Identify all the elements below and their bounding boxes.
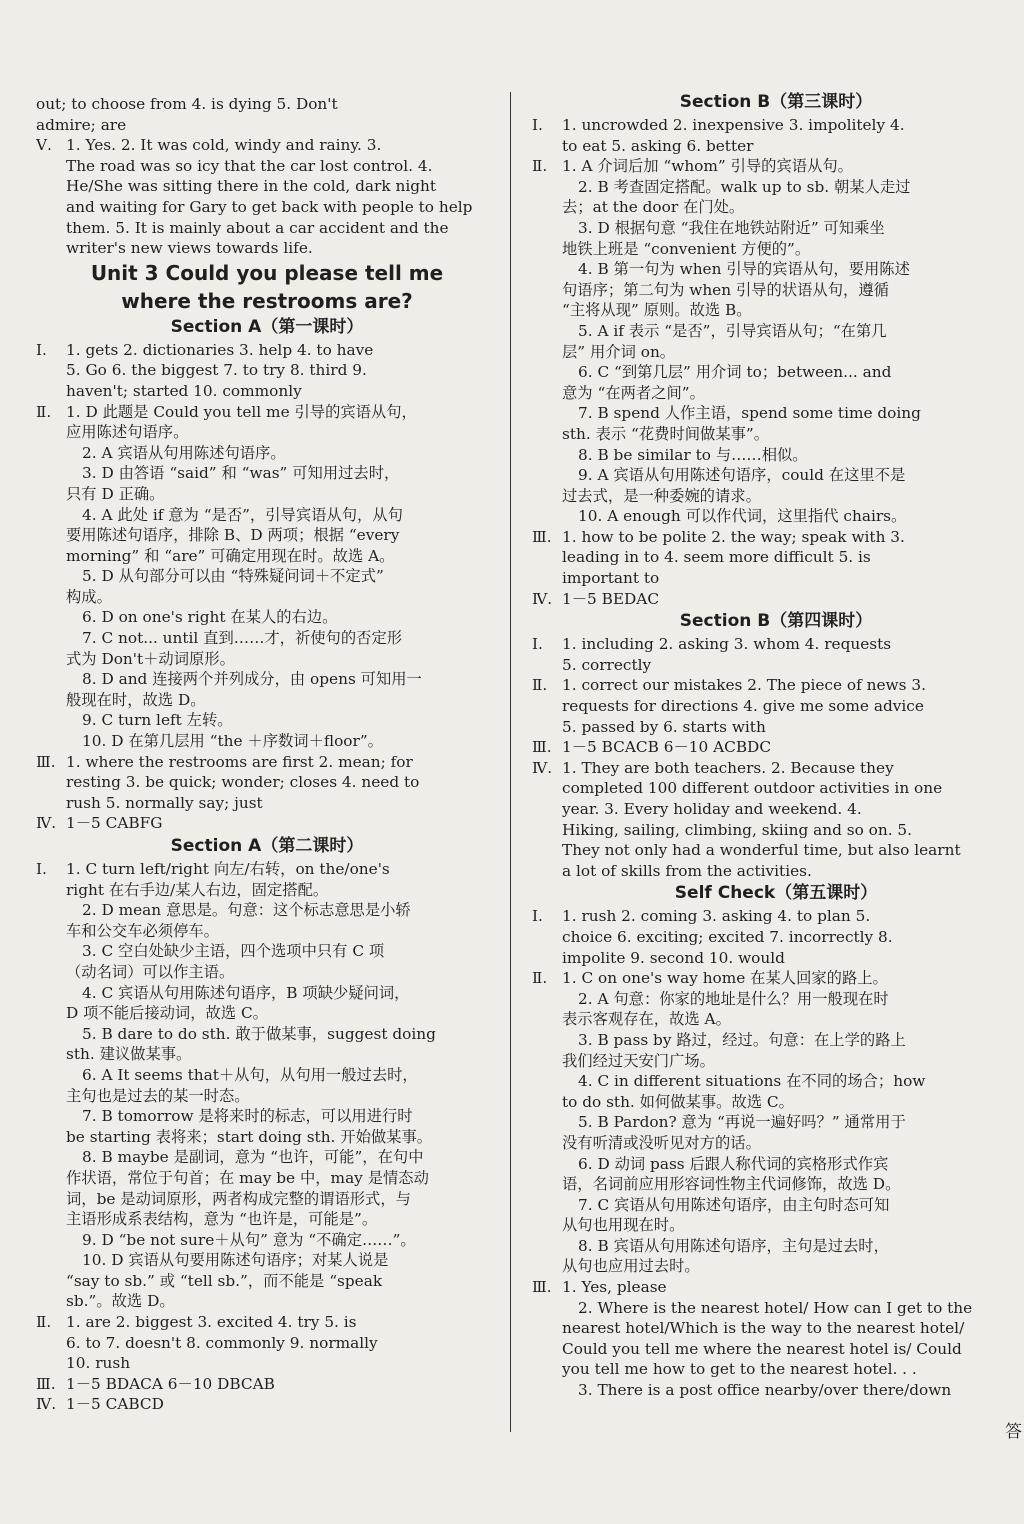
answer-line: important to: [562, 569, 660, 588]
answer-line: 3. C 空白处缺少主语，四个选项中只有 C 项: [82, 942, 385, 961]
answer-block-v: [36, 135, 498, 259]
text-line: admire; are: [36, 115, 127, 134]
roman-numeral-label: Ⅰ.: [36, 340, 47, 359]
roman-numeral-label: Ⅲ.: [532, 527, 552, 546]
answer-line: 5. passed by 6. starts with: [562, 717, 766, 736]
answer-line: 7. C not... until 直到……才，祈使句的否定形: [82, 629, 403, 648]
answer-block-a1-ii: [36, 402, 498, 752]
answer-line: 6. D on one's right 在某人的右边。: [82, 608, 338, 627]
answer-line: sth. 建议做某事。: [66, 1045, 192, 1064]
answer-line: nearest hotel/Which is the way to the nearest hotel/: [562, 1319, 965, 1338]
answer-line: 2. Where is the nearest hotel/ How can I get to the: [578, 1298, 973, 1317]
answer-line: 5. A if 表示 “是否”，引导宾语从句；“在第几: [578, 321, 887, 340]
answer-line: 6. C “到第几层” 用介词 to；between... and: [578, 363, 892, 382]
answer-line: 10. rush: [66, 1354, 131, 1373]
answer-line: 般现在时，故选 D。: [66, 690, 206, 709]
answer-line: 去；at the door 在门处。: [562, 198, 745, 217]
answer-line: 3. D 由答语 “said” 和 “was” 可知用过去时，: [82, 464, 400, 483]
answer-line: 式为 Don't＋动词原形。: [66, 649, 235, 668]
section-heading-b3: Section B（第三课时）: [679, 92, 873, 112]
answer-line: 8. D and 连接两个并列成分，由 opens 可知用一: [82, 670, 422, 689]
answer-line: He/She was sitting there in the cold, dark night: [66, 177, 437, 196]
answer-line: 过去式，是一种委婉的请求。: [562, 486, 761, 505]
answer-line: 4. A 此处 if 意为 “是否”，引导宾语从句，从句: [82, 505, 403, 524]
answer-line: to eat 5. asking 6. better: [562, 136, 754, 155]
answer-line: writer's new views towards life.: [66, 239, 313, 258]
answer-line: 没有听清或没听见对方的话。: [562, 1133, 761, 1152]
answer-line: 10. D 在第几层用 “the ＋序数词＋floor”。: [82, 732, 383, 751]
answer-line: 词，be 是动词原形，两者构成完整的谓语形式，与: [66, 1189, 411, 1208]
roman-numeral-label: Ⅰ.: [532, 635, 543, 654]
answer-line: “主将从现” 原则。故选 B。: [562, 301, 752, 320]
left-column: [36, 94, 498, 1415]
section-heading-a1: Section A（第一课时）: [170, 316, 364, 337]
answer-line: 6. D 动词 pass 后跟人称代词的宾格形式作宾: [578, 1154, 889, 1173]
roman-numeral-label: Ⅲ.: [532, 1278, 552, 1297]
answer-line: 9. D “be not sure＋从句” 意为 “不确定……”。: [82, 1230, 416, 1249]
answer-line: 10. D 宾语从句要用陈述句语序；对某人说是: [82, 1251, 389, 1270]
right-column: [532, 90, 1020, 1401]
roman-numeral-label: Ⅴ.: [36, 136, 52, 155]
answer-line: They not only had a wonderful time, but also learnt: [562, 841, 961, 860]
roman-numeral-label: Ⅳ.: [36, 1395, 57, 1414]
answer-line: Hiking, sailing, climbing, skiing and so on. 5.: [562, 820, 913, 839]
roman-numeral-label: Ⅱ.: [532, 676, 548, 695]
answer-line: 9. C turn left 左转。: [82, 711, 233, 730]
answer-line: 1. D 此题是 Could you tell me 引导的宾语从句，: [66, 402, 417, 421]
answer-block-a2-iv: [36, 1394, 498, 1415]
answer-block-b3-i: [532, 115, 1020, 156]
answer-line: 3. There is a post office nearby/over there/down: [578, 1381, 952, 1400]
answer-line: 层” 用介词 on。: [562, 342, 676, 361]
answer-line: a lot of skills from the activities.: [562, 861, 812, 880]
answer-block-a1-iii: [36, 752, 498, 814]
answer-line: 1. correct our mistakes 2. The piece of news 3.: [562, 676, 926, 695]
answer-line: 1. C turn left/right 向左/右转，on the/one's: [66, 860, 390, 878]
answer-line: 4. C 宾语从句用陈述句语序，B 项缺少疑问词，: [82, 983, 410, 1002]
answer-line: 意为 “在两者之间”。: [562, 383, 705, 402]
answer-block-a2-i: [36, 859, 498, 1312]
answer-block-b4-iv: [532, 758, 1020, 882]
answer-line: year. 3. Every holiday and weekend. 4.: [562, 800, 862, 818]
page-corner-label: 答: [1005, 1422, 1022, 1442]
answer-block-sc-ii: [532, 968, 1020, 1277]
answer-line: 1－5 CABFG: [66, 814, 163, 833]
answer-block-b4-ii: [532, 675, 1020, 737]
answer-line: rush 5. normally say; just: [66, 793, 263, 812]
answer-line: you tell me how to get to the nearest hotel. . .: [562, 1360, 917, 1379]
answer-line: 5. D 从句部分可以由 “特殊疑问词＋不定式”: [82, 567, 384, 586]
answer-line: 句语序；第二句为 when 引导的状语从句，遵循: [562, 280, 889, 299]
answer-line: right 在右手边/某人右边，固定搭配。: [66, 880, 329, 899]
answer-line: 1－5 BDACA 6－10 DBCAB: [66, 1374, 275, 1393]
answer-line: 表示客观存在，故选 A。: [562, 1010, 731, 1029]
answer-line: and waiting for Gary to get back with people to help: [66, 197, 473, 216]
answer-line: 3. B pass by 路过，经过。句意：在上学的路上: [578, 1030, 906, 1049]
answer-line: 3. D 根据句意 “我住在地铁站附近” 可知乘坐: [578, 218, 885, 237]
answer-line: 应用陈述句语序。: [66, 423, 189, 442]
answer-line: 1. how to be polite 2. the way; speak with 3.: [562, 527, 905, 546]
answer-line: The road was so icy that the car lost control. 4.: [66, 156, 433, 175]
answer-line: morning” 和 “are” 可确定用现在时。故选 A。: [66, 546, 395, 565]
unit-title: Unit 3 Could you please tell me where the restrooms are?: [90, 260, 444, 313]
answer-line: 构成。: [66, 587, 112, 606]
answer-line: them. 5. It is mainly about a car accident and the: [66, 218, 449, 237]
answer-line: 1. A 介词后加 “whom” 引导的宾语从句。: [562, 157, 853, 176]
roman-numeral-label: Ⅱ.: [36, 1313, 52, 1332]
answer-line: 10. A enough 可以作代词，这里指代 chairs。: [578, 507, 907, 526]
answer-block-sc-i: [532, 906, 1020, 968]
roman-numeral-label: Ⅰ.: [36, 860, 47, 878]
answer-block-b3-ii: [532, 156, 1020, 527]
answer-line: leading in to 4. seem more difficult 5. is: [562, 548, 871, 567]
section-heading-self-check: Self Check（第五课时）: [674, 883, 878, 904]
answer-line: 1. They are both teachers. 2. Because they: [562, 758, 894, 777]
answer-line: 9. A 宾语从句用陈述句语序，could 在这里不是: [578, 466, 906, 485]
answer-line: 8. B be similar to 与……相似。: [578, 445, 808, 464]
text-line: out; to choose from 4. is dying 5. Don't: [36, 95, 338, 113]
answer-block-a2-ii: [36, 1312, 498, 1374]
answer-line: 从句也用现在时。: [562, 1216, 685, 1235]
answer-line: 8. B maybe 是副词，意为 “也许，可能”，在句中: [82, 1148, 424, 1167]
roman-numeral-label: Ⅱ.: [532, 157, 548, 176]
answer-line: 1. where the restrooms are first 2. mean; for: [66, 752, 413, 771]
roman-numeral-label: Ⅲ.: [36, 752, 56, 771]
answer-line: be starting 表将来；start doing sth. 开始做某事。: [66, 1127, 433, 1146]
answer-line: 8. B 宾语从句用陈述句语序，主句是过去时，: [578, 1236, 889, 1255]
roman-numeral-label: Ⅲ.: [532, 738, 552, 757]
roman-numeral-label: Ⅰ.: [532, 116, 543, 134]
column-divider: [510, 92, 511, 1432]
answer-line: 从句也应用过去时。: [562, 1257, 700, 1276]
answer-line: 5. B dare to do sth. 敢于做某事，suggest doing: [82, 1024, 436, 1043]
answer-block-a1-i: [36, 340, 498, 402]
roman-numeral-label: Ⅳ.: [36, 814, 57, 833]
answer-line: sb.”。故选 D。: [66, 1292, 175, 1311]
answer-line: 7. C 宾语从句用陈述句语序，由主句时态可知: [578, 1195, 890, 1214]
answer-line: 1. rush 2. coming 3. asking 4. to plan 5.: [562, 907, 871, 926]
answer-line: 5. correctly: [562, 655, 652, 674]
answer-block-b4-i: [532, 634, 1020, 675]
answer-line: 作状语，常位于句首；在 may be 中，may 是情态动: [66, 1168, 429, 1187]
answer-line: 7. B spend 人作主语，spend some time doing: [578, 404, 921, 423]
section-heading-b4: Section B（第四课时）: [679, 611, 873, 632]
answer-line: 我们经过天安门广场。: [562, 1051, 715, 1070]
answer-block-sc-iii: [532, 1277, 1020, 1401]
answer-line: resting 3. be quick; wonder; closes 4. need to: [66, 773, 420, 792]
answer-line: 语，名词前应用形容词性物主代词修饰，故选 D。: [562, 1175, 901, 1194]
roman-numeral-label: Ⅱ.: [532, 969, 548, 988]
answer-line: 6. A It seems that＋从句，从句用一般过去时，: [82, 1065, 418, 1084]
answer-line: 7. B tomorrow 是将来时的标志，可以用进行时: [82, 1107, 413, 1126]
answer-line: requests for directions 4. give me some advice: [562, 697, 924, 716]
answer-line: 2. B 考查固定搭配。walk up to sb. 朝某人走过: [578, 177, 911, 196]
answer-line: choice 6. exciting; excited 7. incorrectly 8.: [562, 927, 893, 946]
section-heading-a2: Section A（第二课时）: [170, 836, 364, 856]
answer-line: 1. Yes, please: [562, 1278, 667, 1297]
answer-line: 2. D mean 意思是。句意：这个标志意思是小轿: [82, 901, 411, 920]
roman-numeral-label: Ⅳ.: [532, 758, 553, 777]
answer-line: （动名词）可以作主语。: [66, 962, 235, 981]
top-lines: [36, 94, 498, 135]
roman-numeral-label: Ⅱ.: [36, 402, 52, 421]
answer-line: 1－5 CABCD: [66, 1395, 164, 1414]
answer-line: 2. A 句意：你家的地址是什么？用一般现在时: [578, 989, 889, 1008]
answer-line: 1－5 BCACB 6－10 ACBDC: [562, 738, 772, 757]
answer-line: 1. C on one's way home 在某人回家的路上。: [562, 969, 888, 988]
answer-line: 1. Yes. 2. It was cold, windy and rainy. 3.: [66, 136, 382, 155]
answer-line: Could you tell me where the nearest hotel is/ Could: [562, 1339, 962, 1358]
answer-line: 主语形成系表结构，意为 “也许是，可能是”。: [66, 1210, 378, 1229]
roman-numeral-label: Ⅲ.: [36, 1374, 56, 1393]
answer-block-b3-iii: [532, 527, 1020, 589]
answer-line: 要用陈述句语序，排除 B、D 两项；根据 “every: [66, 526, 400, 545]
answer-line: 2. A 宾语从句用陈述句语序。: [82, 443, 286, 462]
answer-line: 主句也是过去的某一时态。: [66, 1086, 250, 1105]
answer-line: 1. are 2. biggest 3. excited 4. try 5. is: [66, 1313, 357, 1332]
answer-line: sth. 表示 “花费时间做某事”。: [562, 424, 770, 443]
answer-block-b4-iii: [532, 737, 1020, 758]
answer-line: completed 100 different outdoor activities in one: [562, 779, 943, 798]
answer-line: 车和公交车必须停车。: [66, 921, 219, 940]
answer-line: “say to sb.” 或 “tell sb.”，而不能是 “speak: [66, 1271, 383, 1290]
answer-line: haven't; started 10. commonly: [66, 381, 302, 400]
answer-block-a1-iv: [36, 813, 498, 834]
answer-block-b3-iv: [532, 589, 1020, 610]
answer-line: 4. B 第一句为 when 引导的宾语从句，要用陈述: [578, 260, 910, 279]
roman-numeral-label: Ⅳ.: [532, 589, 553, 608]
answer-line: 5. Go 6. the biggest 7. to try 8. third 9.: [66, 361, 367, 380]
answer-line: 1. including 2. asking 3. whom 4. requests: [562, 635, 892, 654]
answer-line: 1－5 BEDAC: [562, 589, 660, 608]
answer-block-a2-iii: [36, 1374, 498, 1395]
answer-line: 6. to 7. doesn't 8. commonly 9. normally: [66, 1333, 378, 1352]
answer-line: to do sth. 如何做某事。故选 C。: [562, 1092, 794, 1111]
answer-line: 4. C in different situations 在不同的场合；how: [578, 1072, 926, 1091]
answer-line: 只有 D 正确。: [66, 484, 165, 503]
answer-line: impolite 9. second 10. would: [562, 948, 785, 967]
answer-line: 1. uncrowded 2. inexpensive 3. impolitely 4.: [562, 116, 905, 134]
answer-line: 地铁上班是 “convenient 方便的”。: [562, 239, 811, 258]
roman-numeral-label: Ⅰ.: [532, 907, 543, 926]
answer-line: 5. B Pardon? 意为 “再说一遍好吗？” 通常用于: [578, 1113, 906, 1132]
answer-line: 1. gets 2. dictionaries 3. help 4. to have: [66, 340, 374, 359]
answer-line: D 项不能后接动词，故选 C。: [66, 1004, 268, 1023]
